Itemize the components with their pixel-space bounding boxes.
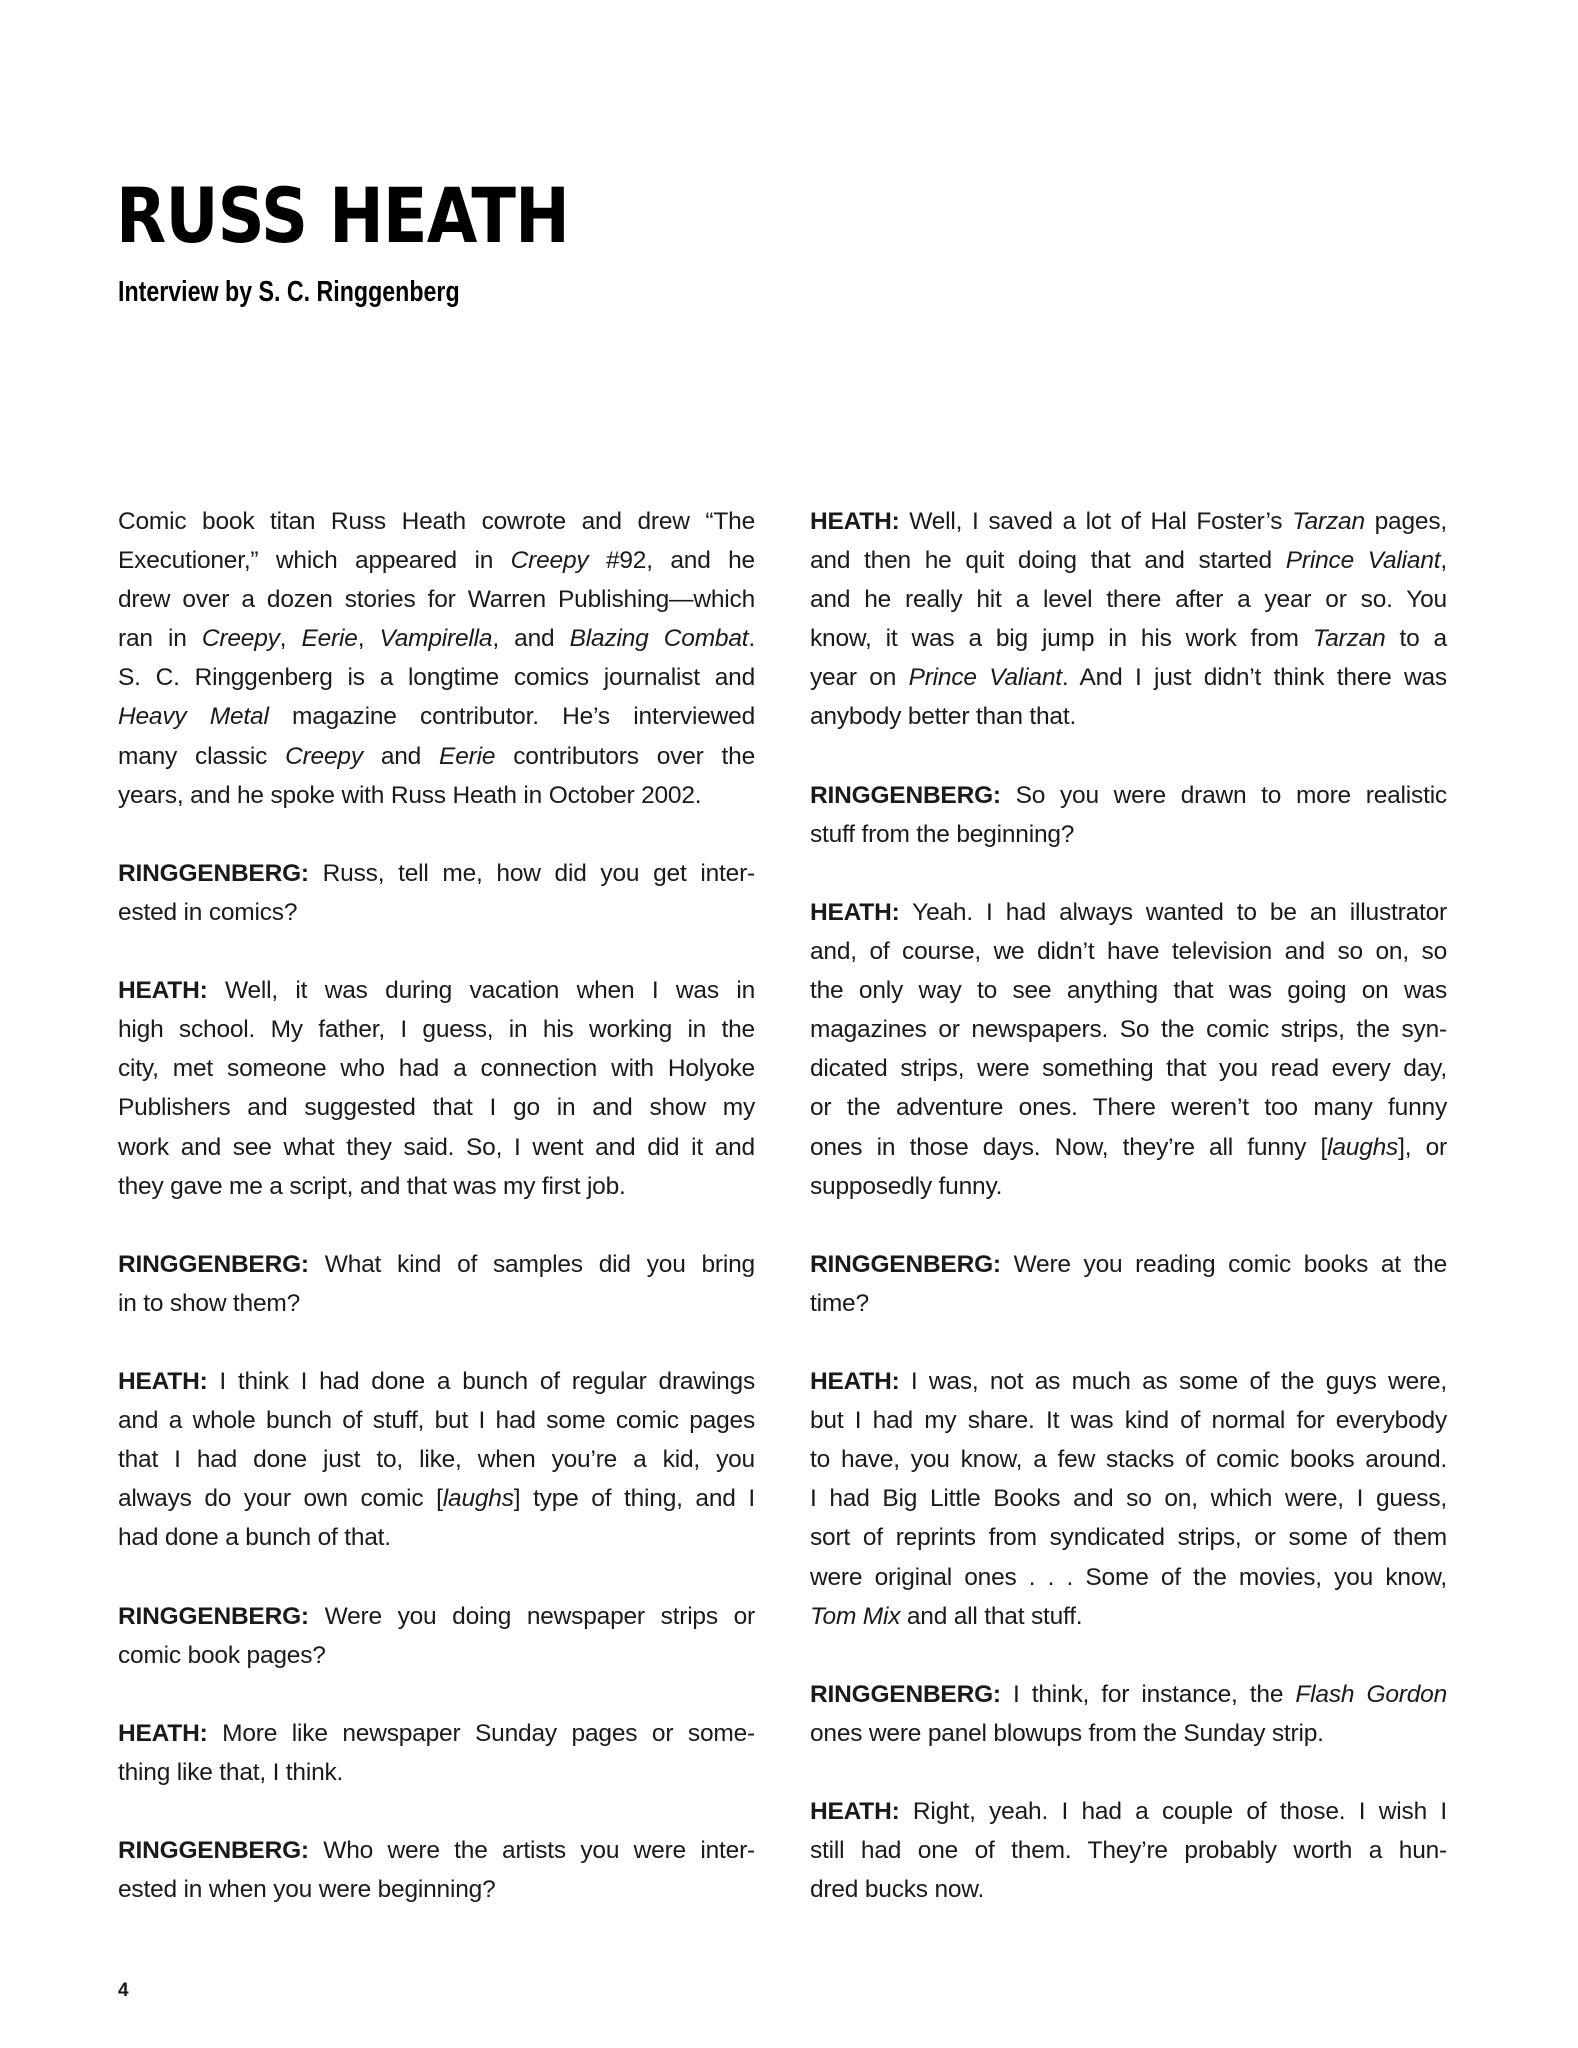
text-run: and <box>362 742 440 770</box>
text-run: that I had done just to, like, when you’re a kid, you <box>118 1446 755 1474</box>
text-line <box>810 1088 1447 1127</box>
text-run: Well, it was during vacation when I was in <box>207 977 755 1005</box>
left-column <box>118 502 755 1909</box>
text-line <box>118 1479 755 1518</box>
text-run: comic book pages? <box>118 1641 326 1669</box>
text-run: ested in comics? <box>118 898 298 926</box>
text-run: ones in those days. Now, they’re all funny [ <box>810 1133 1328 1161</box>
text-line <box>118 580 755 619</box>
text-run: magazine contributor. He’s interviewed <box>268 703 755 731</box>
paragraph-gap <box>118 1792 755 1831</box>
speaker-label: RINGGENBERG: <box>810 1680 1001 1708</box>
text-run: magazines or newspapers. So the comic strips, the syn- <box>810 1016 1447 1044</box>
text-line <box>810 1167 1447 1206</box>
text-run: ran in <box>118 625 202 653</box>
text-run: ested in when you were beginning? <box>118 1876 496 1904</box>
text-run: supposedly funny. <box>810 1172 1003 1200</box>
text-line <box>810 1362 1447 1401</box>
text-run: and he really hit a level there after a year or so. You <box>810 586 1447 614</box>
text-run: always do your own comic [ <box>118 1485 443 1513</box>
page-number: 4 <box>118 1980 129 2001</box>
text-line <box>810 1675 1447 1714</box>
text-run: #92, and he <box>588 547 755 575</box>
speaker-label: HEATH: <box>118 1368 208 1396</box>
text-line <box>810 893 1447 932</box>
text-line <box>118 1284 755 1323</box>
speaker-label: RINGGENBERG: <box>118 859 309 887</box>
text-line <box>810 1401 1447 1440</box>
text-run: , and <box>492 625 570 653</box>
text-run: sort of reprints from syndicated strips, or some of them <box>810 1524 1447 1552</box>
text-run: thing like that, I think. <box>118 1759 344 1786</box>
text-run: year on <box>810 664 909 692</box>
italic-title: Eerie <box>301 625 358 653</box>
italic-title: Tom Mix <box>810 1602 901 1630</box>
text-line <box>810 541 1447 580</box>
text-line <box>810 1284 1447 1323</box>
paragraph-gap <box>118 815 755 854</box>
text-run: work and see what they said. So, I went and did it and <box>118 1133 755 1161</box>
text-run: know, it was a big jump in his work from <box>810 625 1313 653</box>
text-run: , <box>279 625 302 653</box>
text-line <box>810 1440 1447 1479</box>
text-run: Publishers and suggested that I go in and show my <box>118 1094 755 1122</box>
paragraph-gap <box>810 1206 1447 1245</box>
text-run: Well, I saved a lot of Hal Foster’s <box>899 508 1293 535</box>
paragraph-gap <box>810 1323 1447 1362</box>
text-line <box>118 1440 755 1479</box>
paragraph-gap <box>118 1675 755 1714</box>
text-line <box>118 1518 755 1557</box>
text-line <box>810 697 1447 736</box>
text-line <box>810 1518 1447 1557</box>
text-run: , <box>1440 547 1447 575</box>
text-run: Executioner,” which appeared in <box>118 547 511 575</box>
text-line <box>118 1362 755 1401</box>
text-run: to have, you know, a few stacks of comic books around. <box>810 1446 1447 1474</box>
text-line <box>118 658 755 697</box>
text-line <box>118 697 755 736</box>
text-run: and all that stuff. <box>900 1602 1083 1630</box>
text-line <box>810 1870 1447 1909</box>
text-run: ], or <box>1398 1133 1447 1161</box>
italic-title: Flash Gordon <box>1295 1680 1447 1708</box>
text-run: I think I had done a bunch of regular drawings <box>207 1368 755 1396</box>
italic-title: Creepy <box>510 547 589 575</box>
text-run: Yeah. I had always wanted to be an illustrator <box>899 898 1447 926</box>
speaker-label: RINGGENBERG: <box>810 1250 1001 1278</box>
text-line <box>118 1010 755 1049</box>
paragraph-gap <box>810 854 1447 893</box>
text-run: Right, yeah. I had a couple of those. I wish I <box>899 1798 1447 1826</box>
text-run: but I had my share. It was kind of normal for everybody <box>810 1407 1447 1435</box>
paragraph-gap <box>810 737 1447 776</box>
text-line <box>810 1597 1447 1636</box>
text-line <box>118 1401 755 1440</box>
text-line <box>810 776 1447 815</box>
italic-title: laughs <box>1327 1133 1399 1161</box>
text-line <box>118 893 755 932</box>
text-run: Were you doing newspaper strips or <box>308 1602 755 1630</box>
text-run: in to show them? <box>118 1289 301 1317</box>
text-line <box>810 1792 1447 1831</box>
paragraph-gap <box>118 1206 755 1245</box>
italic-title: Blazing Combat <box>569 625 749 653</box>
text-run: pages, <box>1364 508 1447 535</box>
paragraph-gap <box>810 1636 1447 1675</box>
speaker-label: HEATH: <box>810 898 900 926</box>
text-line <box>810 1010 1447 1049</box>
text-run: city, met someone who had a connection with Holyoke <box>118 1055 755 1083</box>
paragraph-gap <box>118 932 755 971</box>
text-line <box>810 1245 1447 1284</box>
italic-title: Vampirella <box>379 625 493 653</box>
text-run: dred bucks now. <box>810 1876 985 1904</box>
text-run: Who were the artists you were inter- <box>308 1837 755 1865</box>
text-run: . <box>748 625 755 653</box>
text-line <box>118 619 755 658</box>
text-line <box>810 658 1447 697</box>
text-line <box>118 1245 755 1284</box>
text-run: had done a bunch of that. <box>118 1524 391 1552</box>
italic-title: Tarzan <box>1312 625 1386 653</box>
text-run: contributors over the <box>495 742 755 770</box>
text-run: Comic book titan Russ Heath cowrote and drew “The <box>118 508 755 535</box>
text-run: to a <box>1385 625 1447 653</box>
text-run: time? <box>810 1289 869 1317</box>
italic-title: Creepy <box>285 742 363 770</box>
speaker-label: RINGGENBERG: <box>118 1250 309 1278</box>
text-line <box>118 776 755 815</box>
text-run: I had Big Little Books and so on, which were, I guess, <box>810 1485 1447 1513</box>
text-run: S. C. Ringgenberg is a longtime comics journalist and <box>118 664 755 692</box>
text-line <box>810 1128 1447 1167</box>
text-run: , <box>357 625 380 653</box>
text-run: were original ones . . . Some of the movies, you know, <box>810 1563 1447 1591</box>
speaker-label: RINGGENBERG: <box>118 1837 309 1865</box>
text-line <box>810 1831 1447 1870</box>
text-line <box>118 502 755 541</box>
text-line <box>118 737 755 776</box>
text-run: I think, for instance, the <box>1000 1680 1296 1708</box>
text-line <box>118 1870 755 1909</box>
text-line <box>118 1088 755 1127</box>
text-line <box>810 932 1447 971</box>
text-line <box>118 1831 755 1870</box>
speaker-label: HEATH: <box>810 1368 900 1396</box>
text-run: and then he quit doing that and started <box>810 547 1286 575</box>
text-line <box>118 1753 755 1792</box>
text-run: So you were drawn to more realistic <box>1000 781 1447 809</box>
text-line <box>118 1714 755 1753</box>
right-column <box>810 502 1447 1909</box>
text-run: More like newspaper Sunday pages or some- <box>207 1719 755 1747</box>
text-run: years, and he spoke with Russ Heath in October 2002. <box>118 781 702 809</box>
italic-title: laughs <box>442 1485 514 1513</box>
text-run: ] type of thing, and I <box>513 1485 755 1513</box>
text-run: Were you reading comic books at the <box>1000 1250 1447 1278</box>
text-line <box>118 1128 755 1167</box>
text-run: and, of course, we didn’t have television and so on, so <box>810 938 1447 966</box>
text-run: or the adventure ones. There weren’t too many funny <box>810 1094 1447 1122</box>
text-line <box>810 1714 1447 1753</box>
speaker-label: HEATH: <box>118 1719 208 1747</box>
text-line <box>810 502 1447 541</box>
text-line <box>118 1636 755 1675</box>
article-byline: Interview by S. C. Ringgenberg <box>118 276 460 308</box>
text-run: and a whole bunch of stuff, but I had some comic pages <box>118 1407 755 1435</box>
text-run: they gave me a script, and that was my first job. <box>118 1172 626 1200</box>
text-line <box>810 971 1447 1010</box>
text-run: What kind of samples did you bring <box>308 1250 755 1278</box>
paragraph-gap <box>810 1753 1447 1792</box>
text-run: drew over a dozen stories for Warren Publishing—which <box>118 586 755 614</box>
text-line <box>118 854 755 893</box>
text-line <box>810 580 1447 619</box>
speaker-label: HEATH: <box>810 1798 900 1826</box>
text-run: the only way to see anything that was going on was <box>810 977 1447 1005</box>
paragraph-gap <box>118 1558 755 1597</box>
text-run: still had one of them. They’re probably worth a hun- <box>810 1837 1447 1865</box>
paragraph-gap <box>118 1323 755 1362</box>
text-line <box>810 619 1447 658</box>
text-line <box>118 1167 755 1206</box>
text-run: Russ, tell me, how did you get inter- <box>308 859 755 887</box>
text-run: ones were panel blowups from the Sunday strip. <box>810 1719 1324 1747</box>
speaker-label: RINGGENBERG: <box>118 1602 309 1630</box>
italic-title: Prince Valiant <box>908 664 1062 692</box>
text-run: many classic <box>118 742 286 770</box>
text-line <box>118 1049 755 1088</box>
italic-title: Creepy <box>201 625 280 653</box>
italic-title: Prince Valiant <box>1285 547 1441 575</box>
text-run: stuff from the beginning? <box>810 820 1075 848</box>
speaker-label: RINGGENBERG: <box>810 781 1001 809</box>
text-line <box>118 541 755 580</box>
text-line <box>810 1479 1447 1518</box>
article-title: RUSS HEATH <box>116 171 569 260</box>
speaker-label: HEATH: <box>118 977 208 1005</box>
text-run: I was, not as much as some of the guys were, <box>899 1368 1447 1396</box>
text-line <box>810 1049 1447 1088</box>
text-line <box>810 1558 1447 1597</box>
speaker-label: HEATH: <box>810 508 900 535</box>
text-line <box>118 1597 755 1636</box>
text-run: high school. My father, I guess, in his working in the <box>118 1016 755 1044</box>
text-line <box>118 971 755 1010</box>
italic-title: Heavy Metal <box>118 703 269 731</box>
text-run: anybody better than that. <box>810 703 1077 731</box>
text-run: . And I just didn’t think there was <box>1061 664 1447 692</box>
italic-title: Eerie <box>439 742 496 770</box>
italic-title: Tarzan <box>1292 508 1365 535</box>
text-run: dicated strips, were something that you read every day, <box>810 1055 1447 1083</box>
text-line <box>810 815 1447 854</box>
